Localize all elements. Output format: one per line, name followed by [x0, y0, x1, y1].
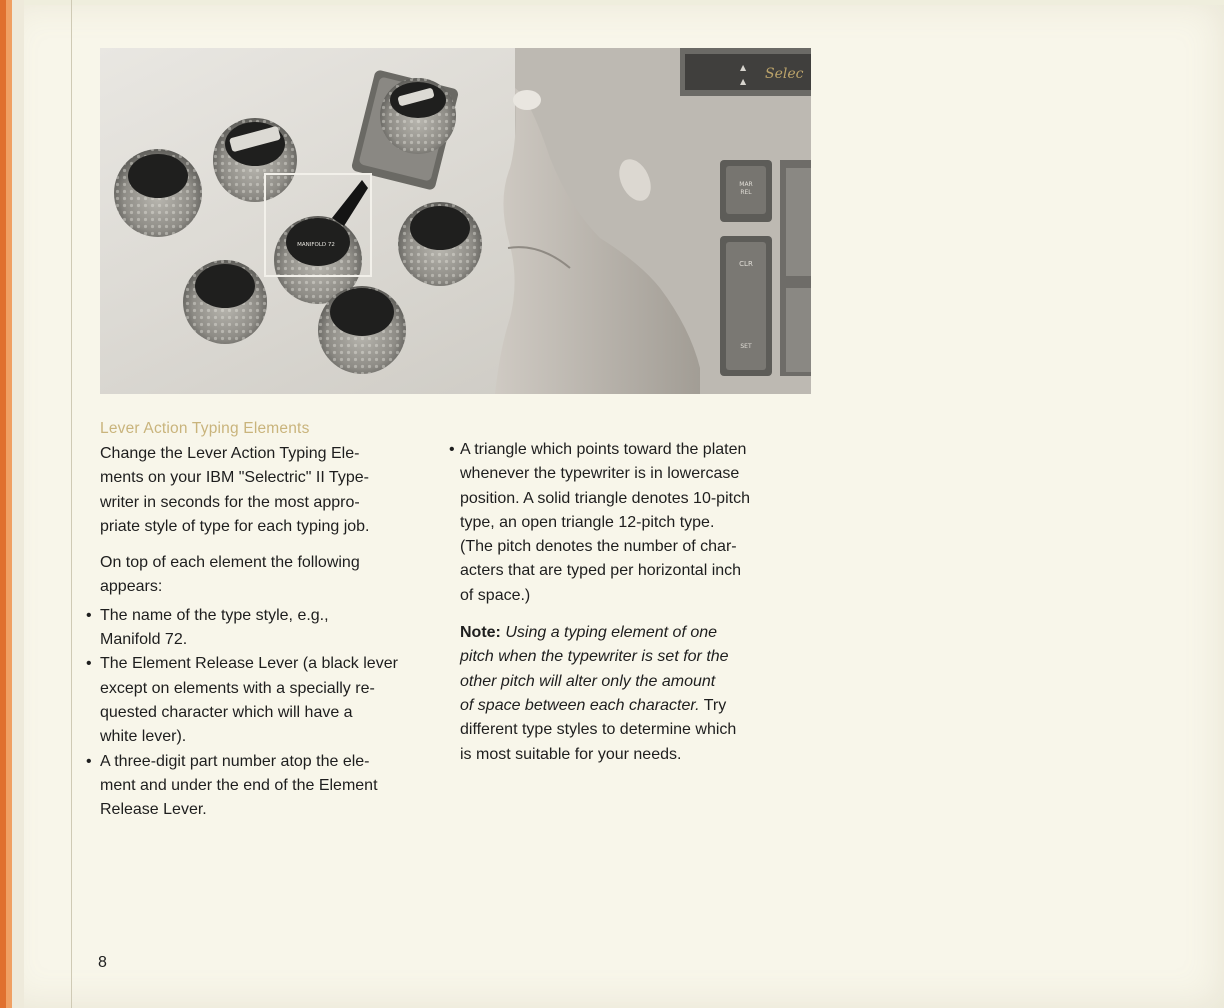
svg-text:MAR: MAR	[739, 181, 753, 188]
lead-line: On top of each element the following	[100, 554, 360, 572]
note-label: Note:	[460, 624, 501, 642]
typing-elements-photo	[100, 48, 811, 394]
section-heading: Lever Action Typing Elements	[100, 420, 310, 437]
list-item	[86, 750, 440, 823]
bullet-dot: •	[449, 441, 455, 458]
typing-element	[213, 118, 297, 202]
right-column	[449, 438, 810, 767]
typing-element	[318, 286, 406, 374]
lead-paragraph	[100, 551, 440, 600]
lead-line: appears:	[100, 578, 163, 596]
note-tail-line: Try	[703, 696, 727, 714]
bullet-line: whenever the typewriter is in lowercase	[460, 465, 740, 483]
list-item-line: The Element Release Lever (a black lever	[100, 655, 398, 673]
intro-paragraph	[100, 442, 440, 539]
gutter-line	[71, 0, 72, 1008]
bullet-line: type, an open triangle 12-pitch type.	[460, 513, 715, 531]
book-edge-cream	[12, 0, 24, 1008]
note-italic-line: other pitch will alter only the amount	[460, 672, 716, 690]
svg-text:▲: ▲	[740, 63, 747, 72]
list-item-line: white lever).	[100, 728, 187, 746]
list-item	[86, 652, 440, 749]
list-item-line: The name of the type style, e.g.,	[100, 606, 329, 624]
svg-text:REL: REL	[740, 189, 752, 196]
page-number: 8	[98, 954, 107, 971]
top-edge	[0, 0, 1224, 5]
typing-element	[114, 149, 202, 237]
list-item-line: A three-digit part number atop the ele-	[100, 752, 370, 770]
intro-line: Change the Lever Action Typing Ele-	[100, 445, 360, 462]
note-italic-line: of space between each character.	[460, 696, 700, 714]
photo-illustration	[100, 48, 811, 394]
svg-text:CLR: CLR	[739, 260, 753, 268]
bullet-line: position. A solid triangle denotes 10-pitch	[460, 489, 750, 507]
left-column	[100, 442, 440, 822]
element-label: MANIFOLD 72	[297, 242, 335, 248]
list-item	[86, 604, 440, 653]
svg-text:▲: ▲	[740, 77, 747, 86]
typewriter-keys	[720, 160, 811, 376]
features-list	[86, 604, 440, 823]
bullet-line: (The pitch denotes the number of char-	[460, 538, 737, 556]
note-italic-line: pitch when the typewriter is set for the	[460, 648, 729, 666]
typing-element	[398, 202, 482, 286]
svg-text:Selec: Selec	[765, 66, 804, 82]
bullet-line: A triangle which points toward the platen	[460, 441, 747, 458]
typing-element	[183, 260, 267, 344]
intro-line: priate style of type for each typing job.	[100, 517, 370, 535]
list-item-line: except on elements with a specially re-	[100, 679, 375, 697]
intro-line: writer in seconds for the most appro-	[100, 493, 360, 511]
list-item-line: quested character which will have a	[100, 703, 353, 721]
bullet-line: of space.)	[460, 586, 531, 604]
bullet-line: acters that are typed per horizontal inch	[460, 562, 742, 580]
svg-text:SET: SET	[740, 343, 752, 350]
triangle-bullet	[449, 438, 810, 608]
typing-element	[380, 78, 456, 154]
intro-line: ments on your IBM "Selectric" II Type-	[100, 469, 369, 487]
list-item-line: Manifold 72.	[100, 631, 188, 649]
note-tail-line: is most suitable for your needs.	[460, 745, 682, 763]
note-italic-line: Using a typing element of one	[505, 624, 718, 642]
note-paragraph	[460, 621, 810, 767]
note-tail-line: different type styles to determine which	[460, 721, 737, 739]
list-item-line: ment and under the end of the Element	[100, 776, 378, 794]
list-item-line: Release Lever.	[100, 801, 207, 819]
